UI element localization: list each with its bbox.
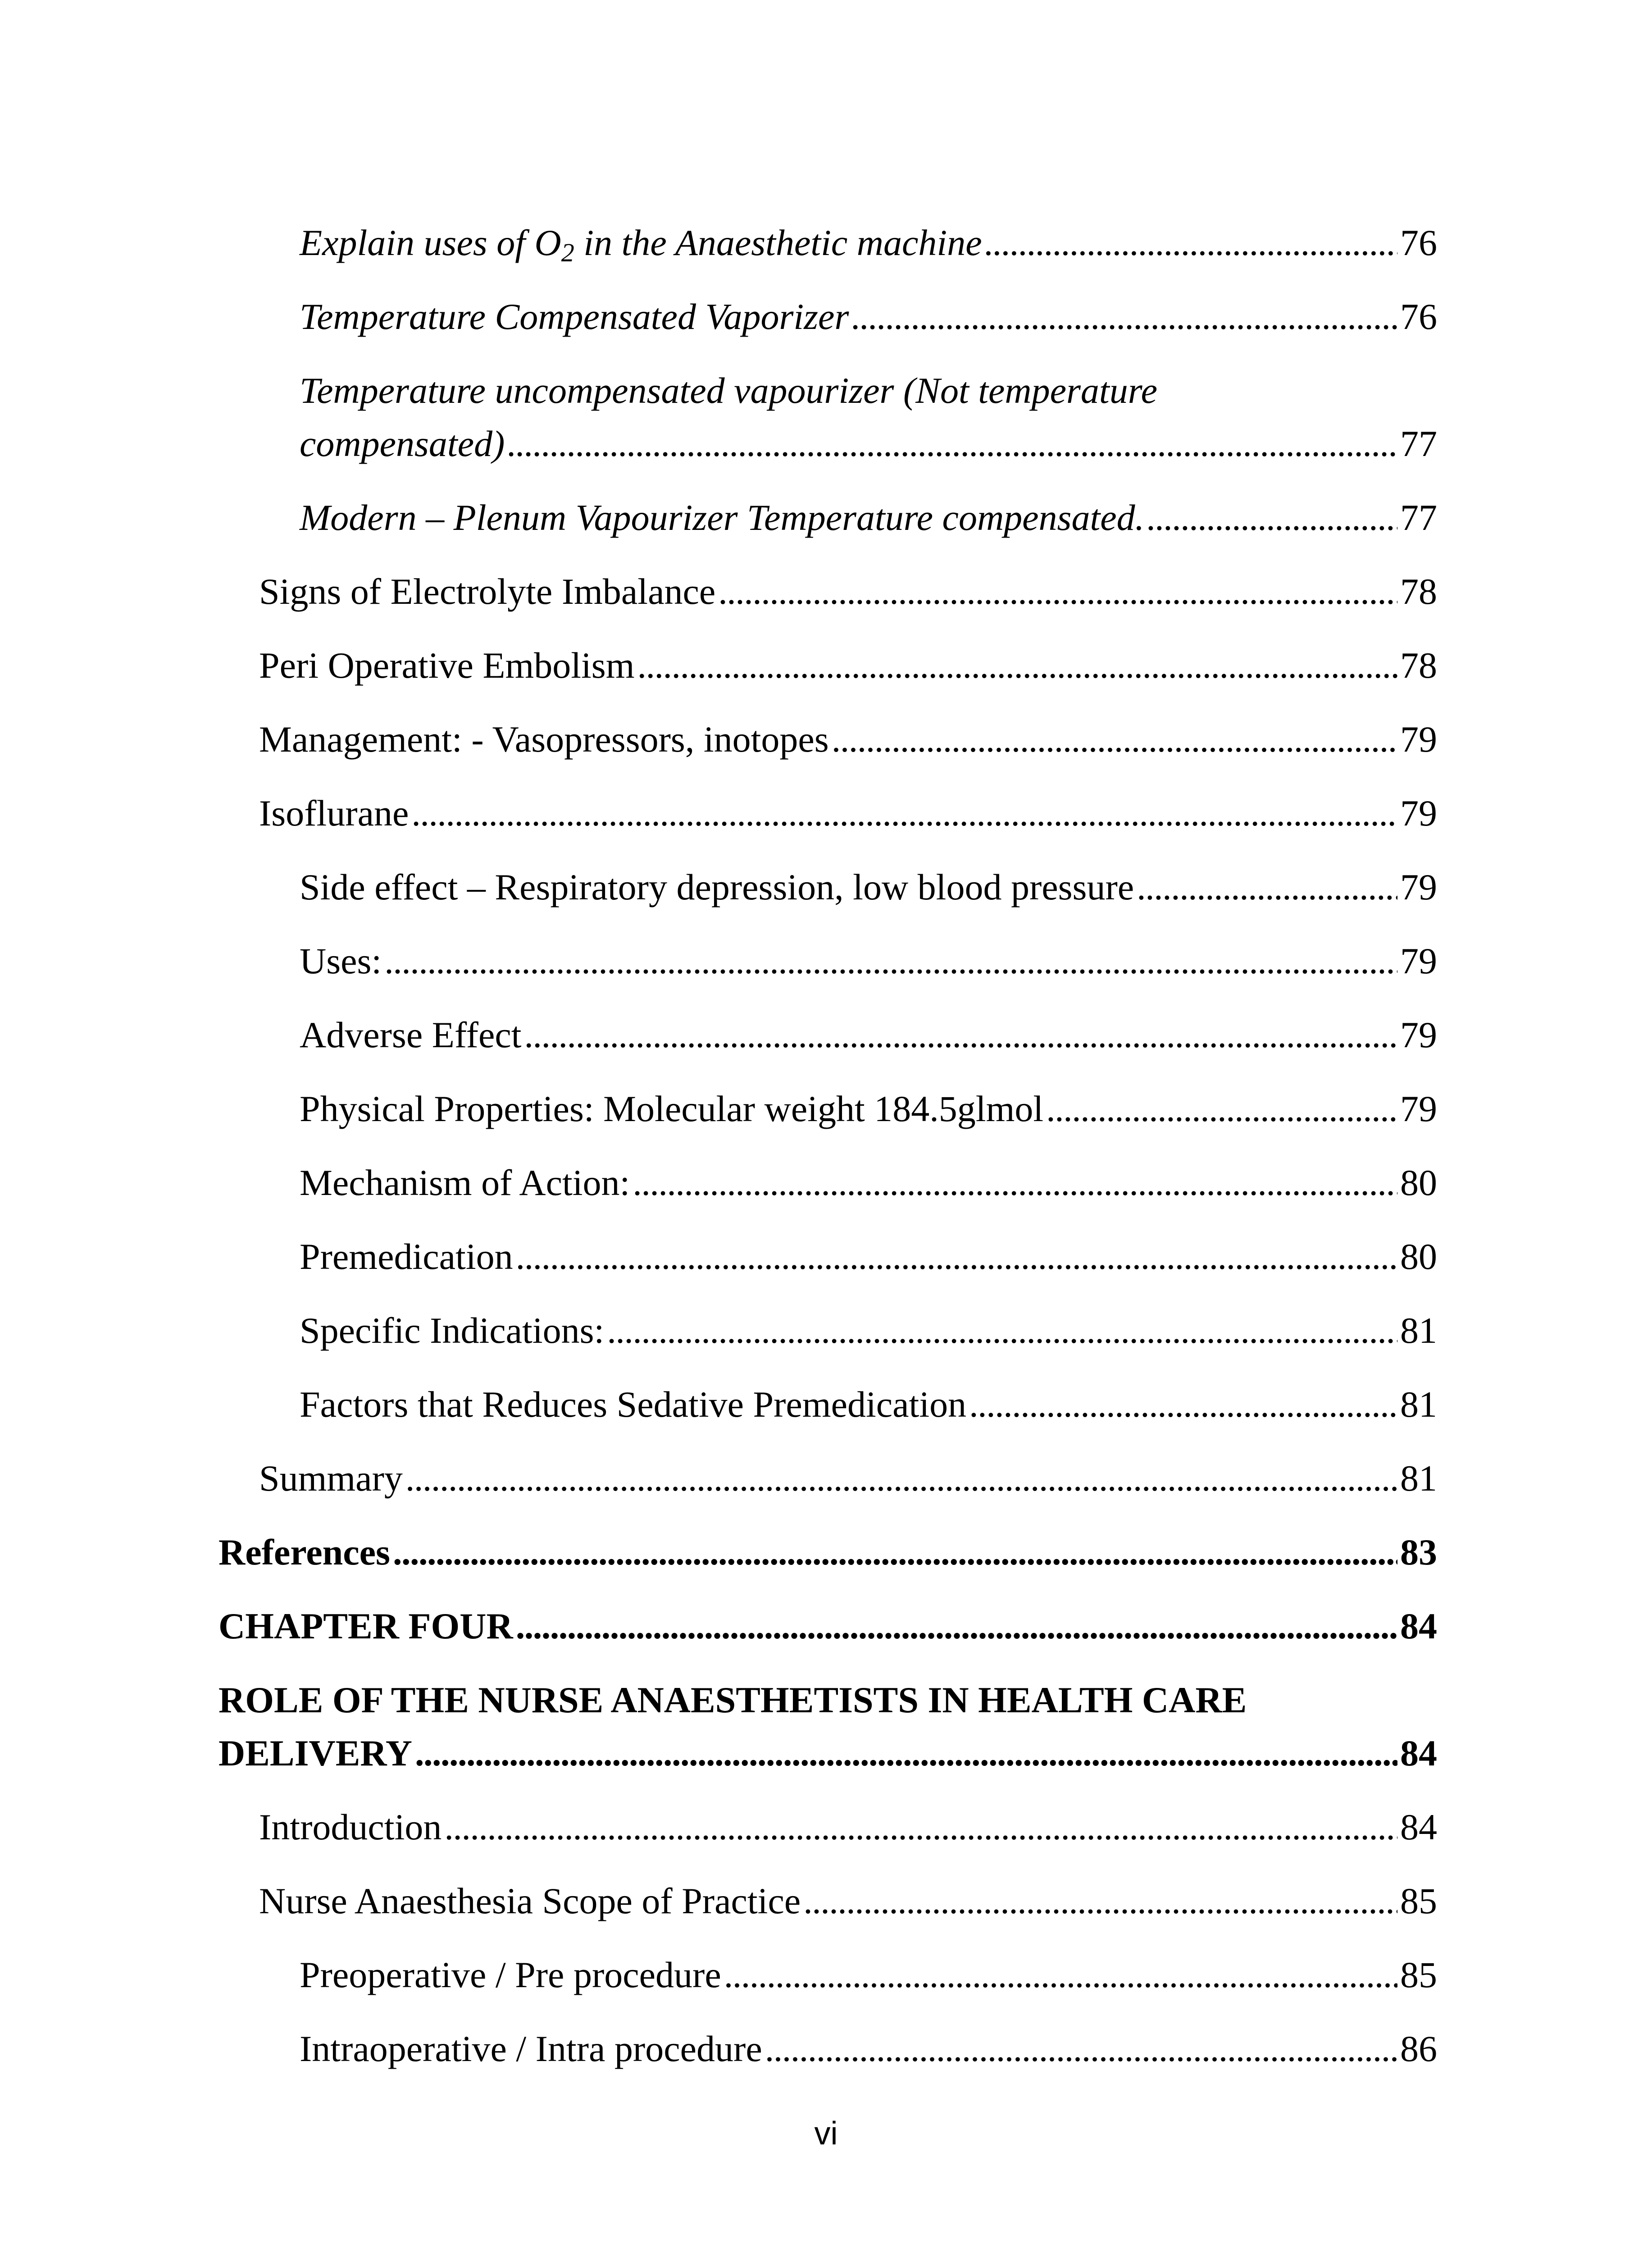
toc-entry-title: References xyxy=(218,1532,390,1573)
toc-entry-title: Peri Operative Embolism xyxy=(259,645,635,686)
toc-entry-page: 78 xyxy=(1400,645,1437,686)
leader-dots xyxy=(724,1948,1397,2002)
toc-entry-title: Physical Properties: Molecular weight 184.5glmol xyxy=(300,1088,1044,1129)
toc-entry-title: Factors that Reduces Sedative Premedication xyxy=(300,1384,967,1425)
leader-dots xyxy=(607,1304,1397,1357)
leader-dots xyxy=(718,565,1397,618)
toc-entry-page: 77 xyxy=(1400,497,1437,538)
toc-entry-title: DELIVERY xyxy=(218,1733,412,1774)
toc-entry-page: 79 xyxy=(1400,1014,1437,1055)
toc-entry-page: 79 xyxy=(1400,719,1437,760)
toc-entry-page: 76 xyxy=(1400,296,1437,337)
toc-entry-page: 84 xyxy=(1400,1733,1437,1774)
toc-entry-page: 81 xyxy=(1400,1310,1437,1351)
toc-entry-title: Uses: xyxy=(300,940,382,981)
leader-dots xyxy=(516,1600,1397,1653)
toc-entry-title: CHAPTER FOUR xyxy=(218,1605,513,1646)
page-number: vi xyxy=(814,2116,838,2152)
leader-dots xyxy=(415,1727,1397,1780)
leader-dots xyxy=(516,1230,1397,1283)
toc-entry-title: Preoperative / Pre procedure xyxy=(300,1954,721,1995)
toc-entry-title: Adverse Effect xyxy=(300,1014,522,1055)
toc-entry-page: 76 xyxy=(1400,222,1437,263)
toc-entry-page: 79 xyxy=(1400,940,1437,981)
toc-entry-title: Mechanism of Action: xyxy=(300,1162,630,1203)
leader-dots xyxy=(765,2022,1397,2075)
toc-entry-page: 84 xyxy=(1400,1806,1437,1847)
leader-dots xyxy=(1137,861,1397,914)
toc-entry-page: 86 xyxy=(1400,2028,1437,2069)
toc-entry-title: Isoflurane xyxy=(259,793,409,834)
leader-dots xyxy=(384,935,1397,988)
toc-entry-title: Premedication xyxy=(300,1236,513,1277)
toc-entry-title: Specific Indications: xyxy=(300,1310,605,1351)
toc-entry-title: Explain uses of $O_2$ in the Anaesthetic machine xyxy=(300,222,982,267)
leader-dots xyxy=(969,1378,1397,1431)
leader-dots xyxy=(411,787,1397,840)
toc-entry-title: Introduction xyxy=(259,1806,442,1847)
toc-entry-title: Summary xyxy=(259,1458,403,1499)
toc-entry-title: Nurse Anaesthesia Scope of Practice xyxy=(259,1880,801,1921)
leader-dots xyxy=(444,1801,1397,1854)
leader-dots xyxy=(985,216,1397,269)
toc-entry-title: Management: - Vasopressors, inotopes xyxy=(259,719,829,760)
toc-entry-title: Intraoperative / Intra procedure xyxy=(300,2028,762,2069)
toc-entry-page: 80 xyxy=(1400,1236,1437,1277)
toc-entry-title: Side effect – Respiratory depression, low blood pressure xyxy=(300,867,1134,908)
leader-dots xyxy=(507,417,1397,470)
leader-dots xyxy=(803,1874,1397,1928)
toc-entry-page: 83 xyxy=(1400,1532,1437,1573)
toc-entry-page: 78 xyxy=(1400,571,1437,612)
leader-dots xyxy=(637,639,1398,692)
leader-dots xyxy=(524,1008,1397,1062)
toc-entry-title: Signs of Electrolyte Imbalance xyxy=(259,571,716,612)
toc-entry-page: 79 xyxy=(1400,1088,1437,1129)
toc-entry-page: 80 xyxy=(1400,1162,1437,1203)
leader-dots xyxy=(633,1156,1397,1209)
toc-entry-page: 85 xyxy=(1400,1954,1437,1995)
toc-entry-title-line1: Temperature uncompensated vapourizer (Not temperature xyxy=(300,370,1157,411)
toc-entry-title: Temperature Compensated Vaporizer xyxy=(300,296,849,337)
toc-entry-page: 79 xyxy=(1400,867,1437,908)
leader-dots xyxy=(405,1452,1397,1505)
toc-entry-page: 81 xyxy=(1400,1384,1437,1425)
leader-dots xyxy=(1147,491,1397,544)
toc-entry-page: 85 xyxy=(1400,1880,1437,1921)
toc-entry-page: 77 xyxy=(1400,423,1437,464)
leader-dots xyxy=(393,1526,1397,1579)
leader-dots xyxy=(1046,1082,1397,1136)
toc-entry-page: 79 xyxy=(1400,793,1437,834)
toc-entry-page: 84 xyxy=(1400,1605,1437,1646)
leader-dots xyxy=(832,713,1397,766)
toc-entry-page: 81 xyxy=(1400,1458,1437,1499)
toc-entry-title: compensated) xyxy=(300,423,505,464)
toc-entry-title-line1: ROLE OF THE NURSE ANAESTHETISTS IN HEALTH CARE xyxy=(218,1679,1247,1720)
leader-dots xyxy=(851,290,1397,343)
toc-entry-title: Modern – Plenum Vapourizer Temperature compensated. xyxy=(300,497,1145,538)
